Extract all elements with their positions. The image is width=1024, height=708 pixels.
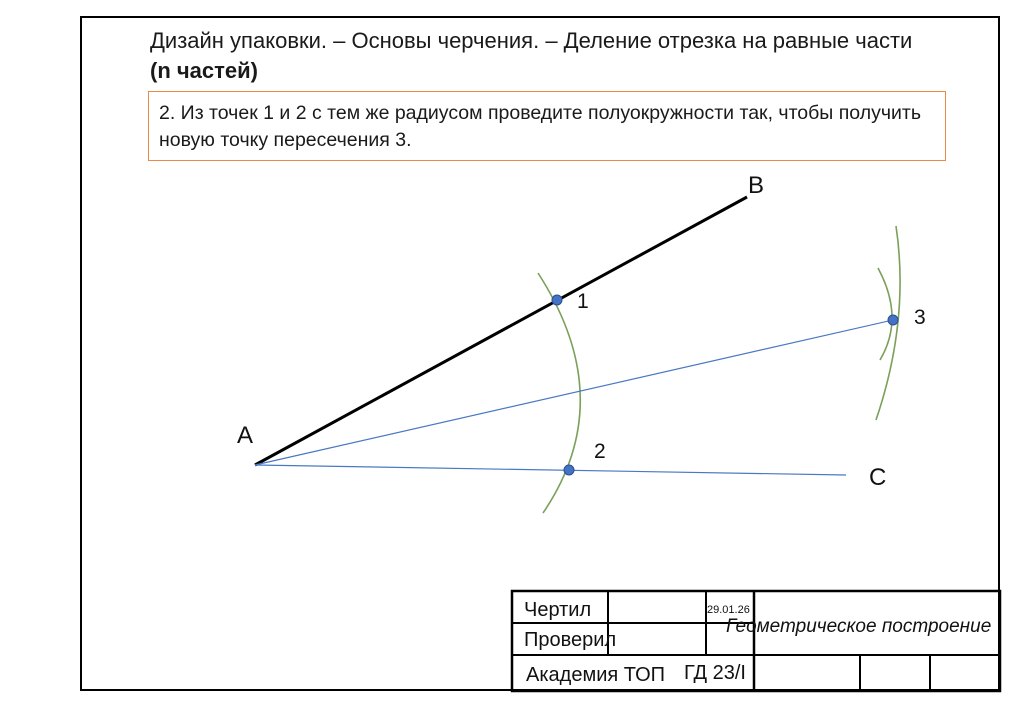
point-3 [888, 315, 898, 325]
title-line-1: Дизайн упаковки. – Основы черчения. – Деление отрезка на равные части [150, 28, 913, 53]
label-A: A [237, 422, 254, 449]
label-2: 2 [594, 440, 606, 463]
title-line-2: (n частей) [150, 58, 258, 83]
point-1 [552, 295, 562, 305]
stamp-organization: Академия ТОП [526, 664, 666, 686]
ray-A-to-point-3 [255, 320, 893, 465]
task-text: 2. Из точек 1 и 2 с тем же радиусом проведите полуокружности так, чтобы получить новую точку пересечения 3. [159, 102, 921, 151]
label-1: 1 [577, 290, 589, 313]
stamp-checked-by: Проверил [524, 629, 617, 651]
label-B: B [748, 172, 765, 199]
label-C: C [869, 464, 887, 491]
arc-from-point-2 [878, 268, 892, 360]
ray-AC [255, 465, 846, 475]
segment-AB [255, 197, 747, 465]
label-3: 3 [914, 306, 926, 329]
stamp-drawn-by: Чертил [524, 599, 592, 621]
stamp-document-code: ГД 23/I [684, 662, 746, 684]
point-2 [564, 465, 574, 475]
stamp-date: 29.01.26 [707, 604, 750, 616]
stamp-subject: Геометрическое построение [726, 616, 992, 637]
